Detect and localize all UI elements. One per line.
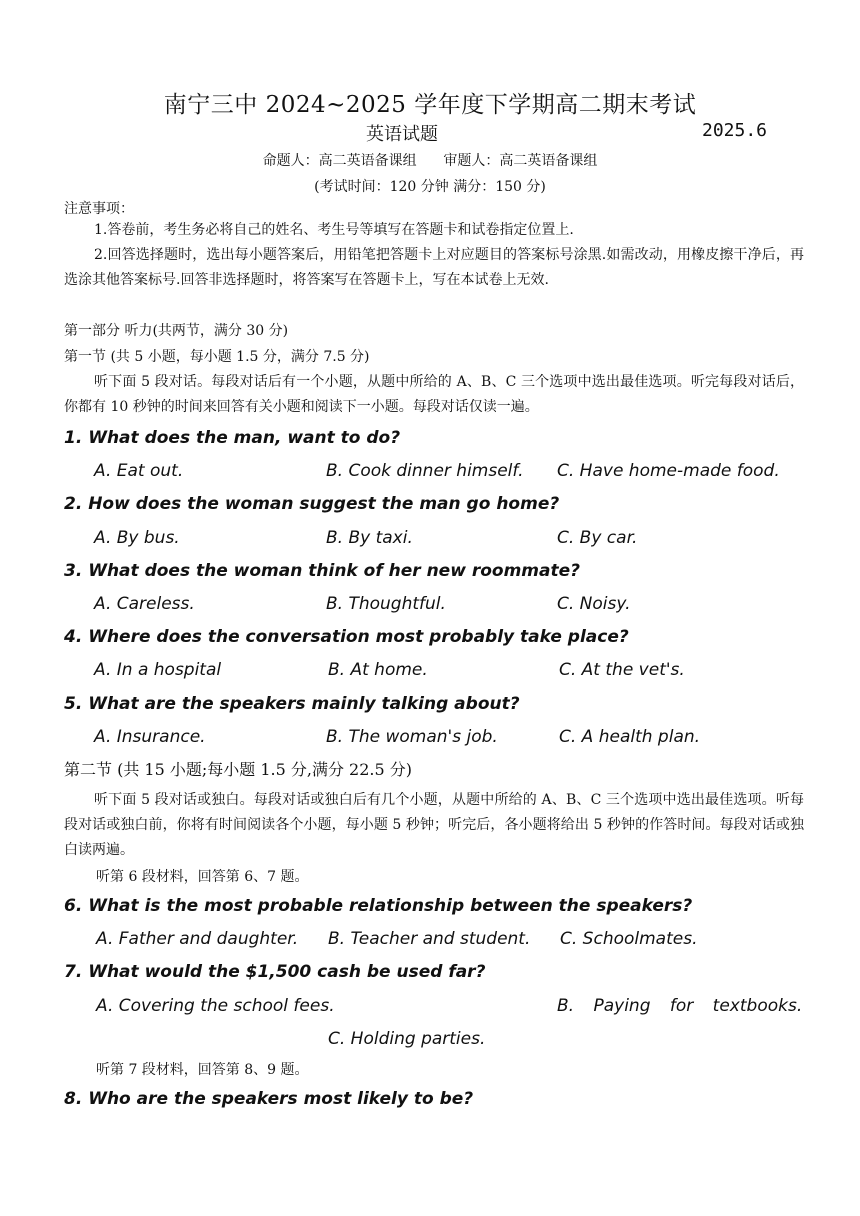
part1-title: 第一部分 听力(共两节，满分 30 分) [64, 323, 289, 339]
note-item-1: 1.答卷前，考生务必将自己的姓名、考生号等填写在答题卡和试卷指定位置上. [94, 222, 574, 238]
option-5a: A. Insurance. [94, 727, 206, 747]
question-7: 7. What would the $1,500 cash be used far? [64, 962, 486, 982]
option-6c: C. Schoolmates. [560, 929, 698, 949]
notes-heading: 注意事项： [64, 201, 134, 217]
question-6: 6. What is the most probable relationship between the speakers? [64, 896, 693, 916]
section1-title: 第一节 (共 5 小题，每小题 1.5 分，满分 7.5 分) [64, 349, 370, 365]
note-item-2: 2.回答选择题时，选出每小题答案后，用铅笔把答题卡上对应题目的答案标号涂黑.如需改动，用橡皮擦干净后，再选涂其他答案标号.回答非选择题时，将答案写在答题卡上，写在本试卷上无效. [64, 247, 804, 288]
material-6-note: 听第 6 段材料，回答第 6、7 题。 [96, 869, 309, 885]
question-3: 3. What does the woman think of her new roommate? [64, 561, 580, 581]
exam-date: 2025.6 [702, 120, 768, 141]
exam-info: (考试时间：120 分钟 满分：150 分) [314, 179, 546, 195]
option-2b: B. By taxi. [326, 528, 413, 548]
option-5c: C. A health plan. [559, 727, 701, 747]
option-1a: A. Eat out. [94, 461, 184, 481]
section1-instructions: 听下面 5 段对话。每段对话后有一个小题，从题中所给的 A、B、C 三个选项中选出最佳选项。听完每段对话后，你都有 10 秒钟的时间来回答有关小题和阅读下一小题。每段对话仅读一遍。 [64, 374, 804, 415]
option-2c: C. By car. [557, 528, 638, 548]
option-6a: A. Father and daughter. [96, 929, 299, 949]
question-2: 2. How does the woman suggest the man go home? [64, 494, 560, 514]
exam-subtitle: 英语试题 [366, 124, 438, 145]
section2-instructions: 听下面 5 段对话或独白。每段对话或独白后有几个小题，从题中所给的 A、B、C 三个选项中选出最佳选项。听每段对话或独白前，你将有时间阅读各个小题，每小题 5 秒钟；听完后，各小题将给出 5 秒钟的作答时间。每段对话或独白读两遍。 [64, 792, 804, 858]
option-4c: C. At the vet's. [559, 660, 685, 680]
option-7c: C. Holding parties. [328, 1029, 486, 1049]
option-4a: A. In a hospital [94, 660, 222, 680]
question-8: 8. Who are the speakers most likely to be? [64, 1089, 474, 1109]
exam-authors: 命题人：高二英语备课组 审题人：高二英语备课组 [262, 153, 598, 169]
option-4b: B. At home. [328, 660, 428, 680]
option-6b: B. Teacher and student. [328, 929, 531, 949]
option-7b: B. Paying for textbooks. [557, 996, 803, 1016]
option-3a: A. Careless. [94, 594, 195, 614]
question-5: 5. What are the speakers mainly talking about? [64, 694, 520, 714]
section2-title: 第二节 (共 15 小题;每小题 1.5 分,满分 22.5 分) [64, 760, 412, 779]
option-3b: B. Thoughtful. [326, 594, 446, 614]
option-2a: A. By bus. [94, 528, 180, 548]
option-7a: A. Covering the school fees. [96, 996, 335, 1016]
question-4: 4. Where does the conversation most probably take place? [64, 627, 629, 647]
option-1c: C. Have home-made food. [557, 461, 780, 481]
option-1b: B. Cook dinner himself. [326, 461, 524, 481]
material-7-note: 听第 7 段材料，回答第 8、9 题。 [96, 1062, 309, 1078]
question-1: 1. What does the man, want to do? [64, 428, 401, 448]
exam-title: 南宁三中 2024~2025 学年度下学期高二期末考试 [163, 92, 697, 118]
option-3c: C. Noisy. [557, 594, 631, 614]
option-5b: B. The woman's job. [326, 727, 498, 747]
